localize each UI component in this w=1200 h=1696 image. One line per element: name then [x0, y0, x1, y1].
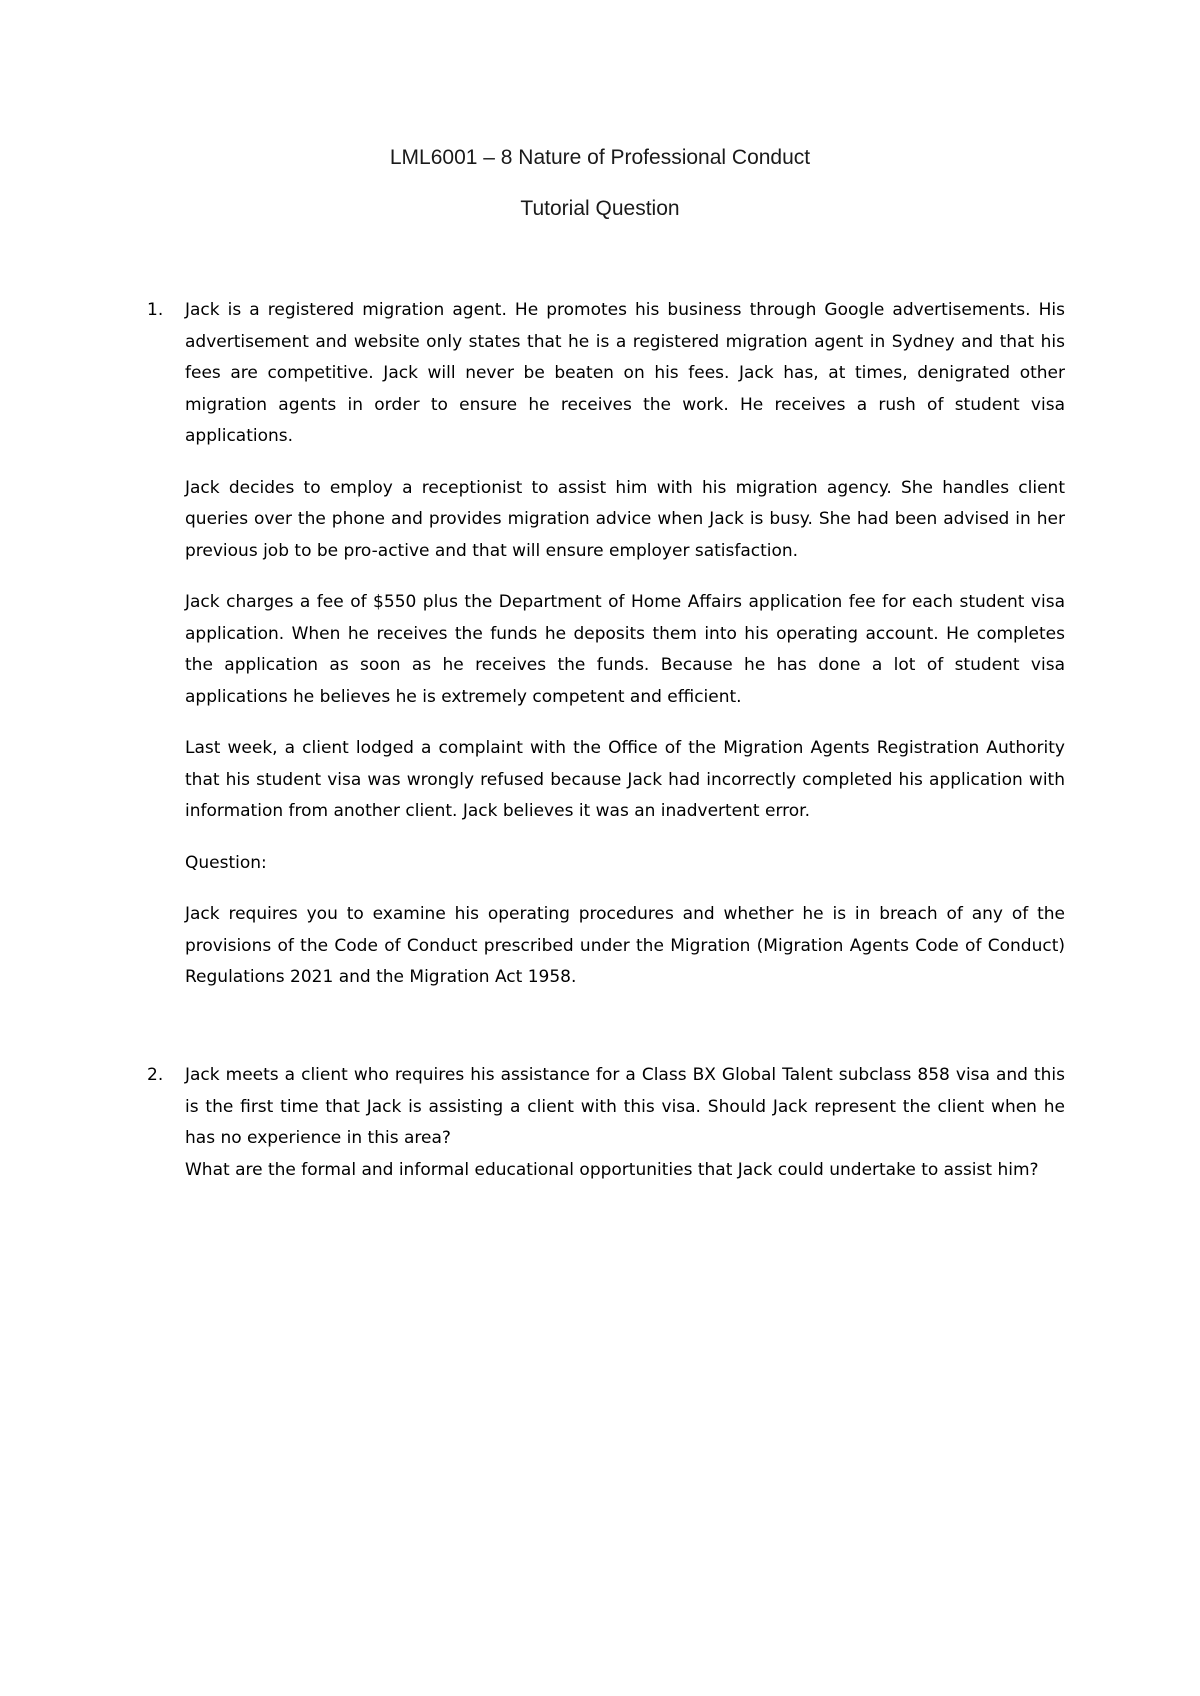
question-1-paragraph-4: Last week, a client lodged a complaint with the Office of the Migration Agents Registration Authority that his student visa was wrongly refused because Jack had incorrectly completed his application with information from another client. Jack believes it was an inadvertent error.	[185, 738, 1065, 821]
question-2-paragraph-1: Jack meets a client who requires his assistance for a Class BX Global Talent subclass 858 visa and this is the first time that Jack is assisting a client with this visa. Should Jack represent the client when he has no experience in this area?	[185, 1065, 1065, 1148]
question-1-paragraph-1: Jack is a registered migration agent. He promotes his business through Google advertisements. His advertisement and website only states that he is a registered migration agent in Sydney and that his fees are competitive. Jack will never be beaten on his fees. Jack has, at times, denigrated other migration agents in order to ensure he receives the work. He receives a rush of student visa applications.	[185, 300, 1065, 446]
question-2-paragraph-2: What are the formal and informal educational opportunities that Jack could undertake to assist him?	[185, 1159, 1039, 1180]
question-1-number: 1.	[147, 300, 164, 320]
question-1	[185, 295, 1065, 994]
document-title: LML6001 – 8 Nature of Professional Conduct	[389, 146, 811, 169]
question-1-label: Question:	[185, 852, 267, 873]
document-subtitle: Tutorial Question	[520, 197, 680, 220]
question-1-paragraph-2: Jack decides to employ a receptionist to assist him with his migration agency. She handles client queries over the phone and provides migration advice when Jack is busy. She had been advised in her previous job to be pro-active and that will ensure employer satisfaction.	[185, 477, 1065, 561]
question-2	[185, 1060, 1065, 1186]
question-2-number: 2.	[147, 1065, 164, 1085]
question-1-task: Jack requires you to examine his operating procedures and whether he is in breach of any of the provisions of the Code of Conduct prescribed under the Migration (Migration Agents Code of Conduct) Regulations 2021 and the Migration Act 1958.	[185, 904, 1065, 987]
question-1-paragraph-3: Jack charges a fee of $550 plus the Department of Home Affairs application fee for each student visa application. When he receives the funds he deposits them into his operating account. He completes the application as soon as he receives the funds. Because he has done a lot of student visa applications he believes he is extremely competent and efficient.	[185, 592, 1065, 707]
